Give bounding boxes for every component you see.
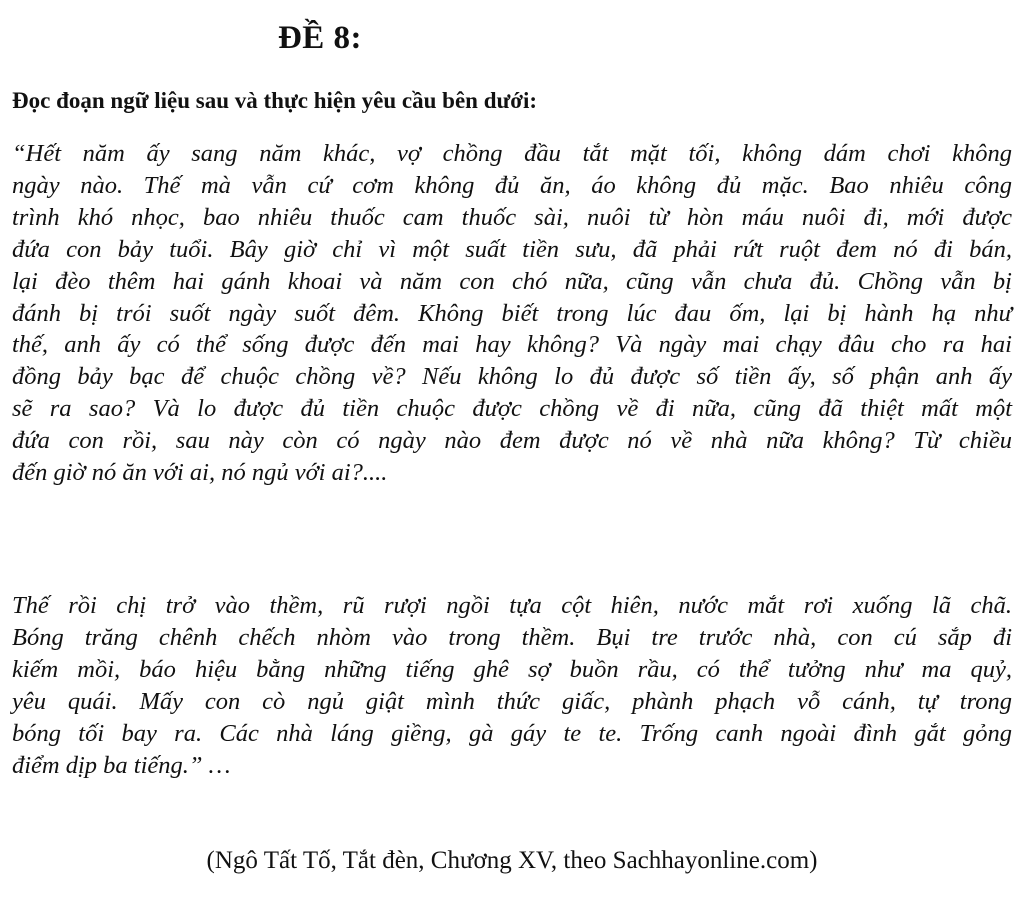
passage-line: điểm dịp ba tiếng.” … — [12, 751, 231, 779]
exam-heading: ĐỀ 8: — [277, 20, 363, 56]
passage-line: lại đèo thêm hai gánh khoai và năm con chó nữa, cũng vẫn chưa đủ. Chồng vẫn bị — [12, 267, 1012, 295]
passage-line: kiếm mồi, báo hiệu bằng những tiếng ghê sợ buồn rầu, có thể tưởng như ma quỷ, — [12, 655, 1012, 683]
passage-line: “Hết năm ấy sang năm khác, vợ chồng đầu tắt mặt tối, không dám chơi không — [12, 140, 1012, 167]
passage-line: đứa con rồi, sau này còn có ngày nào đem được nó về nhà nữa không? Từ chiều — [12, 427, 1012, 455]
passage-line: Bóng trăng chênh chếch nhòm vào trong thềm. Bụi tre trước nhà, con cú sắp đi — [12, 623, 1012, 651]
passage-line: đứa con bảy tuổi. Bây giờ chỉ vì một suất tiền sưu, đã phải rứt ruột đem nó đi bán, — [12, 235, 1012, 263]
passage-line: đồng bảy bạc để chuộc chồng về? Nếu không lo đủ được số tiền ấy, số phận anh ấy — [12, 363, 1012, 391]
passage-line: ngày nào. Thế mà vẫn cứ cơm không đủ ăn, áo không đủ mặc. Bao nhiêu công — [12, 171, 1012, 199]
passage-paragraph-2 — [12, 590, 1012, 781]
passage-line: trình khó nhọc, bao nhiêu thuốc cam thuốc sài, nuôi từ hòn máu nuôi đi, mới được — [12, 203, 1012, 231]
passage-line: bóng tối bay ra. Các nhà láng giềng, gà gáy te te. Trống canh ngoài đình gắt gỏng — [12, 719, 1012, 747]
instruction-text: Đọc đoạn ngữ liệu sau và thực hiện yêu cầu bên dưới: — [12, 88, 538, 113]
passage-line: đánh bị trói suốt ngày suốt đêm. Không biết trong lúc đau ốm, lại bị hành hạ như — [12, 299, 1012, 327]
passage-paragraph-1 — [12, 138, 1012, 489]
passage-line: Thế rồi chị trở vào thềm, rũ rượi ngồi tựa cột hiên, nước mắt rơi xuống lã chã. — [12, 592, 1012, 619]
passage-line: đến giờ nó ăn với ai, nó ngủ với ai?.... — [12, 459, 388, 487]
passage-line: thế, anh ấy có thể sống được đến mai hay không? Và ngày mai chạy đâu cho ra hai — [12, 331, 1012, 359]
passage-line: yêu quái. Mấy con cò ngủ giật mình thức giấc, phành phạch vỗ cánh, tự trong — [12, 687, 1012, 715]
passage-line: sẽ ra sao? Và lo được đủ tiền chuộc được chồng về đi nữa, cũng đã thiệt mất một — [12, 395, 1012, 423]
source-citation: (Ngô Tất Tố, Tắt đèn, Chương XV, theo Sachhayonline.com) — [206, 847, 818, 874]
